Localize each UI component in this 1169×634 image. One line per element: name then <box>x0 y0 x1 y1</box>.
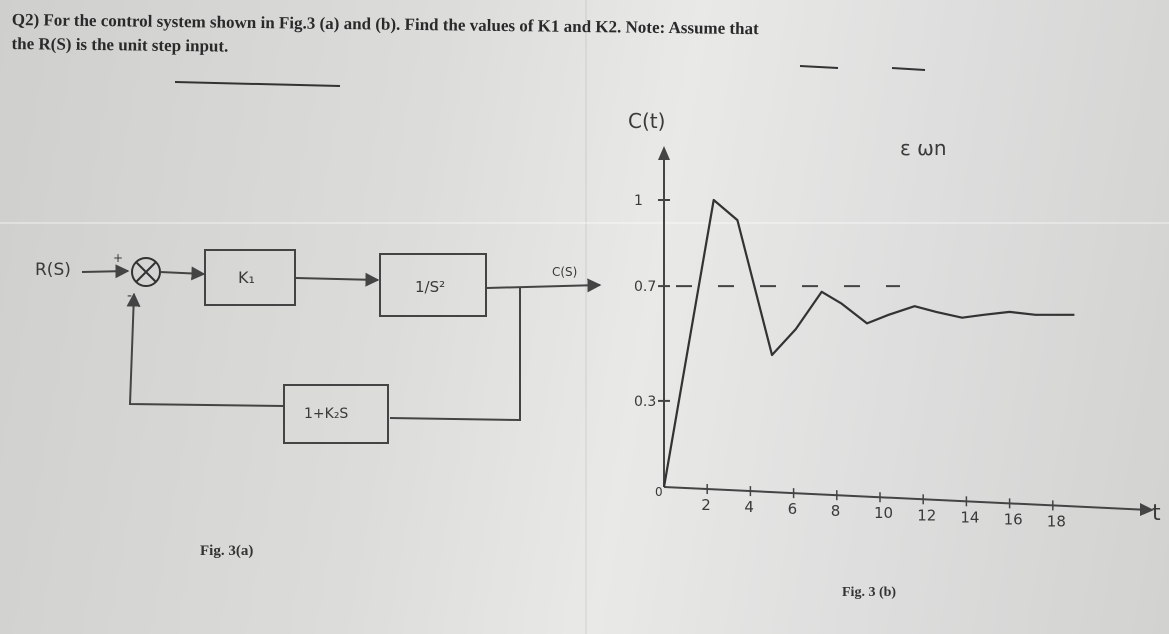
input-label: R(S) <box>35 260 71 280</box>
signal-line <box>160 272 204 274</box>
x-tick-label: 10 <box>874 504 894 523</box>
output-arrow <box>487 285 600 288</box>
x-tick-label: 8 <box>830 502 841 521</box>
summing-junction <box>132 258 160 286</box>
plus-sign: + <box>113 251 124 265</box>
feedback-label: 1+K₂S <box>304 406 349 422</box>
y-axis-label: C(t) <box>628 109 666 133</box>
x-tick-label: 4 <box>744 498 754 517</box>
y-tick-label: 0.7 <box>634 279 657 296</box>
origin-label: 0 <box>655 485 663 499</box>
question-line-1: Q2) For the control system shown in Fig.3 (a) and (b). Find the values of K1 and K2. Note: Assume that <box>11 9 759 39</box>
fig-b-caption: Fig. 3 (b) <box>842 585 897 600</box>
signal-line <box>296 278 378 280</box>
underline-unit-step <box>175 82 340 86</box>
x-tick-label: 14 <box>960 508 980 527</box>
minus-sign: - <box>127 288 133 304</box>
fig-a-caption: Fig. 3(a) <box>200 543 254 559</box>
response-curve <box>664 200 1074 487</box>
feedback-path <box>390 287 520 420</box>
input-arrow <box>82 271 128 272</box>
underline-k1 <box>800 66 838 68</box>
x-axis <box>664 487 1150 510</box>
output-label: C(S) <box>552 265 578 279</box>
y-tick-label: 0.3 <box>634 393 657 410</box>
plant-label: 1/S² <box>415 278 446 296</box>
step-response-chart <box>634 146 1161 530</box>
question-line-2: the R(S) is the unit step input. <box>11 33 229 56</box>
y-axis-arrowhead <box>658 146 670 160</box>
x-tick-label: 12 <box>917 506 937 525</box>
k1-label: K₁ <box>238 268 255 287</box>
feedback-return <box>130 294 284 406</box>
x-tick-label: 2 <box>701 496 711 515</box>
epsilon-omega-note: ε ωn <box>900 136 947 160</box>
x-tick-label: 18 <box>1046 512 1066 531</box>
y-tick-label: 1 <box>634 193 643 209</box>
underline-k2 <box>892 68 925 70</box>
x-tick-label: 6 <box>787 500 798 519</box>
x-tick-label: 16 <box>1003 510 1023 529</box>
block-diagram <box>35 250 600 443</box>
x-axis-label: t <box>1152 501 1161 526</box>
